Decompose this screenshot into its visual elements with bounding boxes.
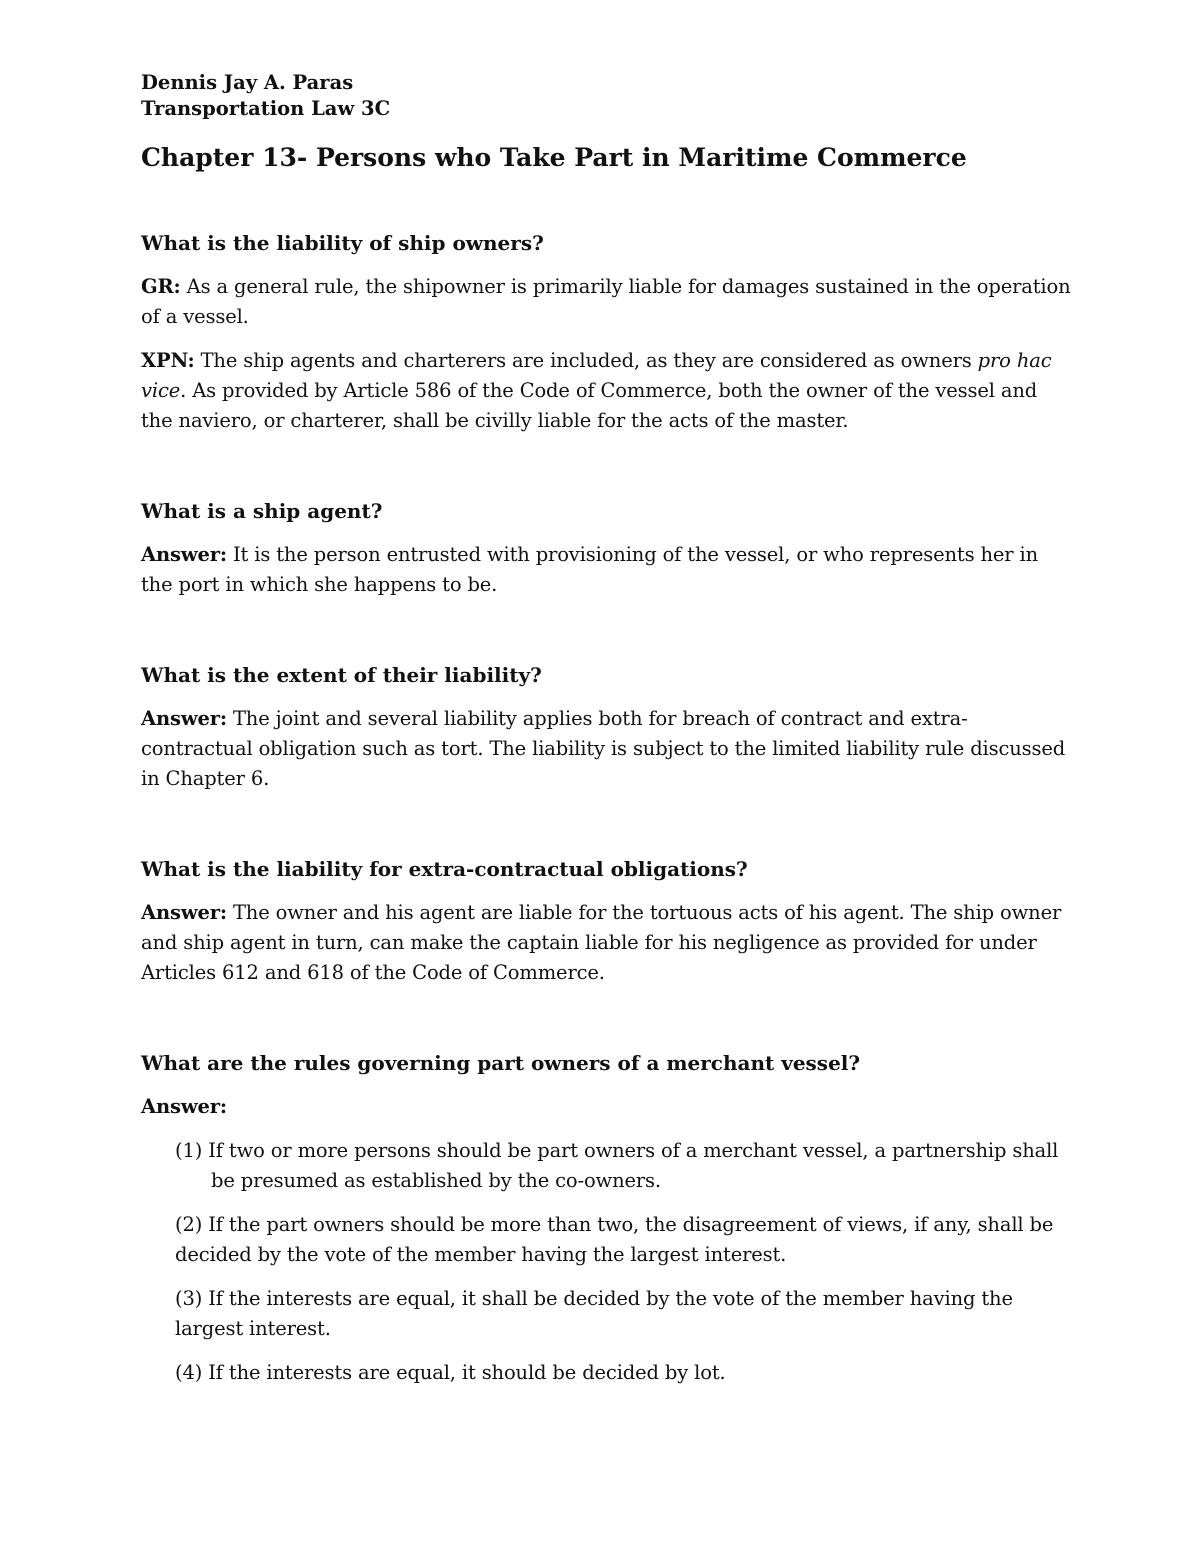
answer-text: It is the person entrusted with provisioning of the vessel, or who represents her in the port in which she happens to be.	[141, 543, 1038, 596]
gr-text: As a general rule, the shipowner is primarily liable for damages sustained in the operation of a vessel.	[141, 275, 1071, 328]
list-item: (2) If the part owners should be more than two, the disagreement of views, if any, shall be decided by the vote of the member having the largest interest.	[175, 1213, 1054, 1266]
answer-paragraph	[141, 540, 1071, 600]
answer-label: Answer:	[141, 1095, 227, 1118]
section-ship-agent	[141, 496, 1071, 600]
answer-text: The joint and several liability applies both for breach of contract and extra-contractual obligation such as tort. The liability is subject to the limited liability rule discussed in Chapter 6.	[141, 707, 1066, 790]
author-name: Dennis Jay A. Paras	[141, 71, 354, 94]
chapter-title: Chapter 13- Persons who Take Part in Maritime Commerce	[141, 143, 967, 172]
answer-paragraph	[141, 704, 1071, 794]
xpn-text-2: . As provided by Article 586 of the Code of Commerce, both the owner of the vessel and the naviero, or charterer, shall be civilly liable for the acts of the master.	[141, 379, 1038, 432]
answer-label: Answer:	[141, 543, 227, 566]
question-heading: What is a ship agent?	[141, 499, 383, 523]
xpn-text-1: The ship agents and charterers are included, as they are considered as owners	[194, 349, 978, 372]
answer-label: Answer:	[141, 707, 227, 730]
section-extent-of-liability	[141, 660, 1071, 794]
answer-paragraph	[141, 1092, 1071, 1122]
section-part-owners	[141, 1048, 1071, 1388]
document-page	[141, 70, 1071, 1402]
course-name: Transportation Law 3C	[141, 97, 391, 120]
xpn-italic: pro hac vice	[141, 349, 1052, 402]
xpn-label: XPN:	[141, 349, 195, 372]
answer-text: The owner and his agent are liable for the tortuous acts of his agent. The ship owner and ship agent in turn, can make the captain liable for his negligence as provided for under Articles 612 and 618 of the Code of Commerce.	[141, 901, 1062, 984]
list-item: (3) If the interests are equal, it shall be decided by the vote of the member having the largest interest.	[175, 1287, 1013, 1340]
gr-label: GR:	[141, 275, 181, 298]
section-ship-owner-liability	[141, 228, 1071, 436]
general-rule-paragraph	[141, 272, 1071, 332]
list-item: (1) If two or more persons should be part owners of a merchant vessel, a partnership shall be presumed as established by the co-owners.	[175, 1139, 1059, 1192]
answer-paragraph	[141, 898, 1071, 988]
section-extra-contractual	[141, 854, 1071, 988]
question-heading: What are the rules governing part owners of a merchant vessel?	[141, 1051, 861, 1075]
question-heading: What is the extent of their liability?	[141, 663, 542, 687]
question-heading: What is the liability of ship owners?	[141, 231, 544, 255]
answer-label: Answer:	[141, 901, 227, 924]
question-heading: What is the liability for extra-contractual obligations?	[141, 857, 748, 881]
exception-paragraph	[141, 346, 1071, 436]
list-item: (4) If the interests are equal, it should be decided by lot.	[175, 1361, 726, 1384]
